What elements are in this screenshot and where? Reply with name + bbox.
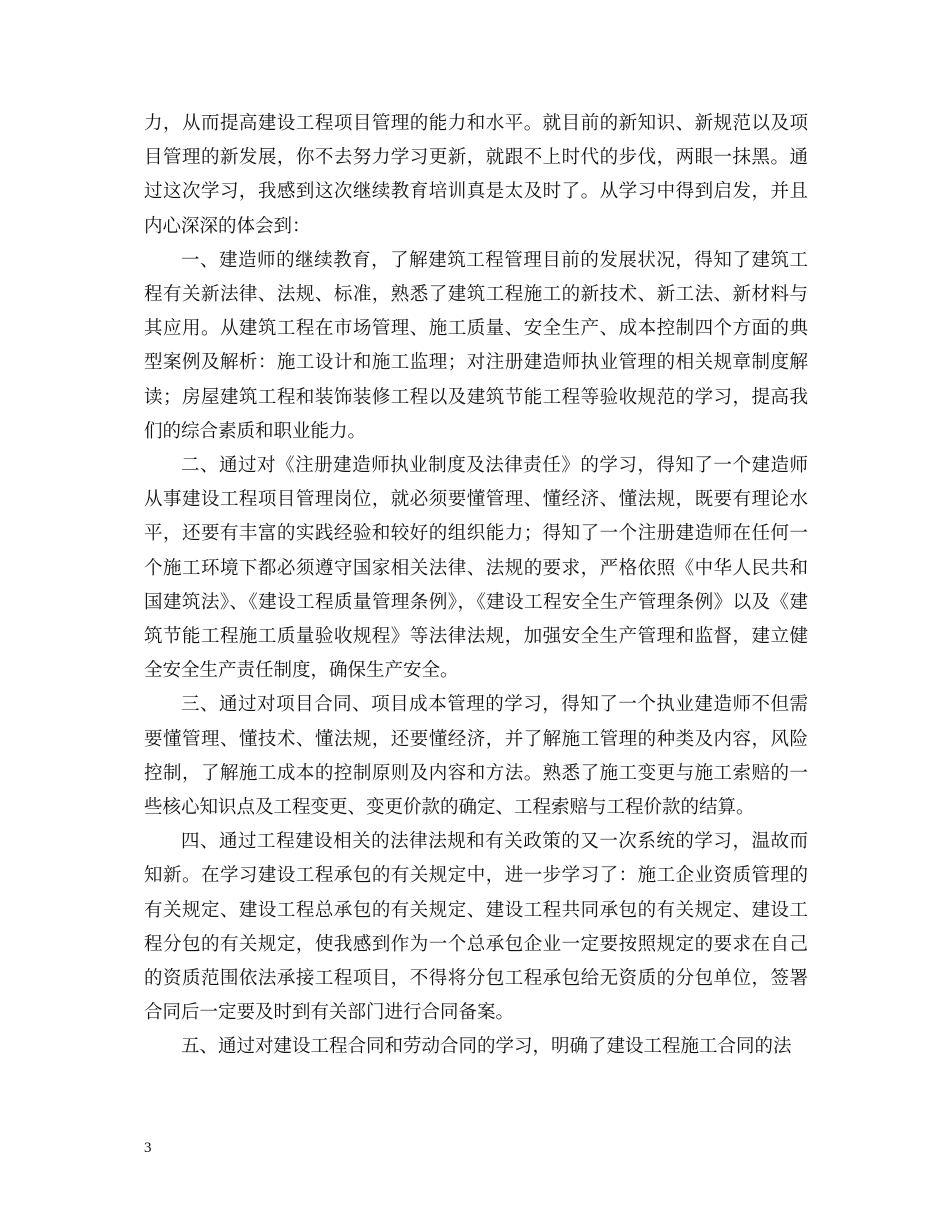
paragraph-section-2: 二、通过对《注册建造师执业制度及法律责任》的学习，得知了一个建造师从事建设工程项目管理岗位，就必须要懂管理、懂经济、懂法规，既要有理论水平，还要有丰富的实践经验和较好的组织能力；得知了一个注册建造师在任何一个施工环境下都必须遵守国家相关法律、法规的要求，严格依照《中华人民共和国建筑法》、《建设工程质量管理条例》，《建设工程安全生产管理条例》以及《建筑节能工程施工质量验收规程》等法律法规，加强安全生产管理和监督，建立健全安全生产责任制度，确保生产安全。 xyxy=(144,455,808,682)
paragraph-section-5: 五、通过对建设工程合同和劳动合同的学习，明确了建设工程施工合同的法 xyxy=(181,1036,792,1058)
body-text xyxy=(144,107,808,1065)
paragraph-continuation: 力，从而提高建设工程项目管理的能力和水平。就目前的新知识、新规范以及项目管理的新发展，你不去努力学习更新，就跟不上时代的步伐，两眼一抹黑。通过这次学习，我感到这次继续教育培训真是太及时了。从学习中得到启发，并且内心深深的体会到： xyxy=(144,113,808,237)
paragraph-section-3: 三、通过对项目合同、项目成本管理的学习，得知了一个执业建造师不但需要懂管理、懂技术、懂法规，还要懂经济，并了解施工管理的种类及内容，风险控制，了解施工成本的控制原则及内容和方法。熟悉了施工变更与施工索赔的一些核心知识点及工程变更、变更价款的确定、工程索赔与工程价款的结算。 xyxy=(144,694,808,819)
paragraph-section-1: 一、建造师的继续教育，了解建筑工程管理目前的发展状况，得知了建筑工程有关新法律、法规、标准，熟悉了建筑工程施工的新技术、新工法、新材料与其应用。从建筑工程在市场管理、施工质量、安全生产、成本控制四个方面的典型案例及解析：施工设计和施工监理；对注册建造师执业管理的相关规章制度解读；房屋建筑工程和装饰装修工程以及建筑节能工程等验收规范的学习，提高我们的综合素质和职业能力。 xyxy=(144,249,808,442)
paragraph-section-4: 四、通过工程建设相关的法律法规和有关政策的又一次系统的学习，温故而知新。在学习建设工程承包的有关规定中，进一步学习了：施工企业资质管理的有关规定、建设工程总承包的有关规定、建设工程共同承包的有关规定、建设工程分包的有关规定，使我感到作为一个总承包企业一定要按照规定的要求在自己的资质范围依法承接工程项目，不得将分包工程承包给无资质的分包单位，签署合同后一定要及时到有关部门进行合同备案。 xyxy=(144,831,808,1024)
page-number: 3 xyxy=(144,1140,152,1156)
